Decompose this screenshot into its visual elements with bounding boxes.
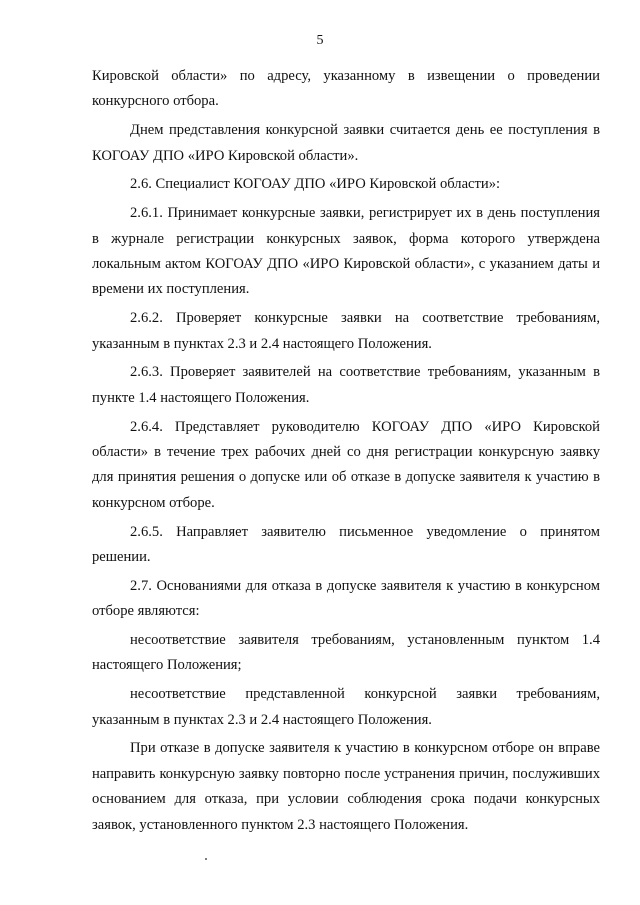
paragraph-2-6-5: 2.6.5. Направляет заявителю письменное уведомление о принятом решении.: [92, 523, 600, 566]
paragraph-2-6-3: 2.6.3. Проверяет заявителей на соответствие требованиям, указанным в пункте 1.4 настоящего Положения.: [92, 364, 600, 406]
paragraph-2-7-item-1: несоответствие заявителя требованиям, установленным пунктом 1.4 настоящего Положения;: [92, 632, 600, 674]
paragraph-2-6-4: 2.6.4. Представляет руководителю КОГОАУ ДПО «ИРО Кировской области» в течение трех рабочих дней со дня регистрации конкурсную заявку для принятия решения о допуске или об отказе в допуске заявителя к участию в конкурсном отборе.: [92, 418, 600, 511]
page-number: 5: [316, 33, 324, 48]
paragraph-2-7-item-2: несоответствие представленной конкурсной заявки требованиям, указанным в пунктах 2.3 и 2.4 настоящего Положения.: [92, 686, 600, 728]
scan-speck: [205, 858, 207, 860]
paragraph-2: Днем представления конкурсной заявки считается день ее поступления в КОГОАУ ДПО «ИРО Кировской области».: [92, 122, 600, 164]
paragraph-1: Кировской области» по адресу, указанному в извещении о проведении конкурсного отбора.: [92, 68, 600, 110]
paragraph-2-6-2: 2.6.2. Проверяет конкурсные заявки на соответствие требованиям, указанным в пунктах 2.3 и 2.4 настоящего Положения.: [92, 310, 600, 352]
paragraph-2-7: 2.7. Основаниями для отказа в допуске заявителя к участию в конкурсном отборе являются:: [92, 577, 600, 620]
paragraph-refusal-note: При отказе в допуске заявителя к участию в конкурсном отборе он вправе направить конкурсную заявку повторно после устранения причин, послуживших основанием для отказа, при условии соблюдения срока подачи конкурсных заявок, установленного пунктом 2.3 настоящего Положения.: [92, 740, 600, 833]
paragraph-2-6: 2.6. Специалист КОГОАУ ДПО «ИРО Кировской области»:: [130, 176, 501, 193]
paragraph-2-6-1: 2.6.1. Принимает конкурсные заявки, регистрирует их в день поступления в журнале регистрации конкурсных заявок, форма которого утверждена локальным актом КОГОАУ ДПО «ИРО Кировской области», с указанием даты и времени их поступления.: [92, 205, 600, 298]
document-body: [92, 64, 600, 841]
